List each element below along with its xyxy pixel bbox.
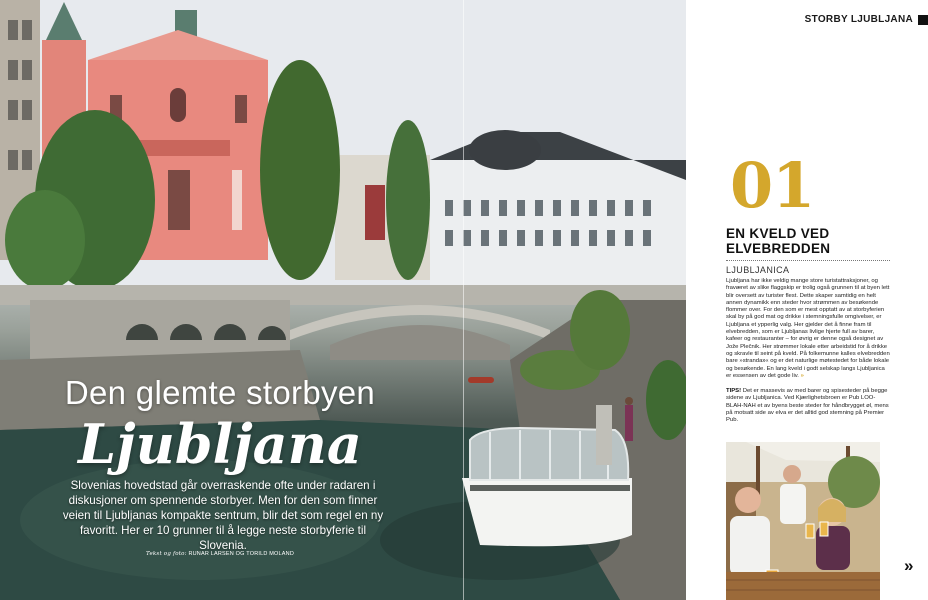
section-tag [805,14,928,25]
item-title: EN KVELD VED ELVEBREDDEN [726,226,831,256]
byline-label: Tekst og foto: [146,551,187,557]
headline: Den glemte storbyen [64,374,376,411]
section-tag-label: STORBY LJUBLJANA [804,14,913,25]
lede-paragraph: Slovenias hovedstad går overraskende ofte under radaren i diskusjoner om spennende storbyer. Men for den som finner veien til Ljubljanas kompakte sentrum, blir det som regel en ny favoritt. Her er 10 grunner til å legge neste storbyferie til Slovenia. [62,479,384,552]
item-kicker: LJUBLJANICA [726,265,790,275]
next-page-arrows-icon[interactable]: » [904,556,914,575]
item-body-text: Ljubljana har ikke veldig mange store turistattraksjoner, og fraværet av slike flaggskip er trolig også grunnen til at byen lett blir oversett av turister flest. Dette skaper samtidig en helt annen dynamikk enn steder hvor strømmen av besøkende flommer over. For den som er mest opptatt av at storbyferien skal by på god mat og drikke i stemningsfulle omgivelser, er Ljubljana et ypperlig valg. Her gjelder det å finne fram til elvebredden, som er Ljubljanas livlige hjerte full av barer, kafeer og restauranter – for øvrig er denne også designet av Jože Plečnik. Her strømmer lokale etter arbeidstid for å drikke og skravle til seint på kveld. På folkemunne kalles elvebredden bare »strandax« og er det naturlige møtestedet for både lokale og besøkende. En lang kveld i godt selskap langs Ljubljanica er essensen av det gode liv. [726,278,890,379]
dotted-divider [726,260,890,261]
item-number: 01 [730,149,815,222]
tips-text: Det er massevis av med barer og spisesteder på begge sidene av Ljubljanica. Ved Kjærlighetsbroen er Pub LOO-BLAH-NAH et av byens beste steder for håndbrygget øl, mens på motsatt side av elva er det alltid god stemning på Premier Pub. [726,388,889,424]
byline-names: RUNAR LARSEN OG TORILD MOLAND [188,551,294,557]
pub-photo [726,442,880,600]
byline [0,551,440,557]
tips-box [726,388,891,424]
section-tag-block [918,15,928,25]
end-mark: » [800,372,804,379]
item-body [726,278,891,380]
headline-script: Ljubljana [78,412,362,476]
page-gutter [463,0,464,600]
tips-label: TIPS! [726,388,742,394]
people-at-pub-image [726,442,880,600]
